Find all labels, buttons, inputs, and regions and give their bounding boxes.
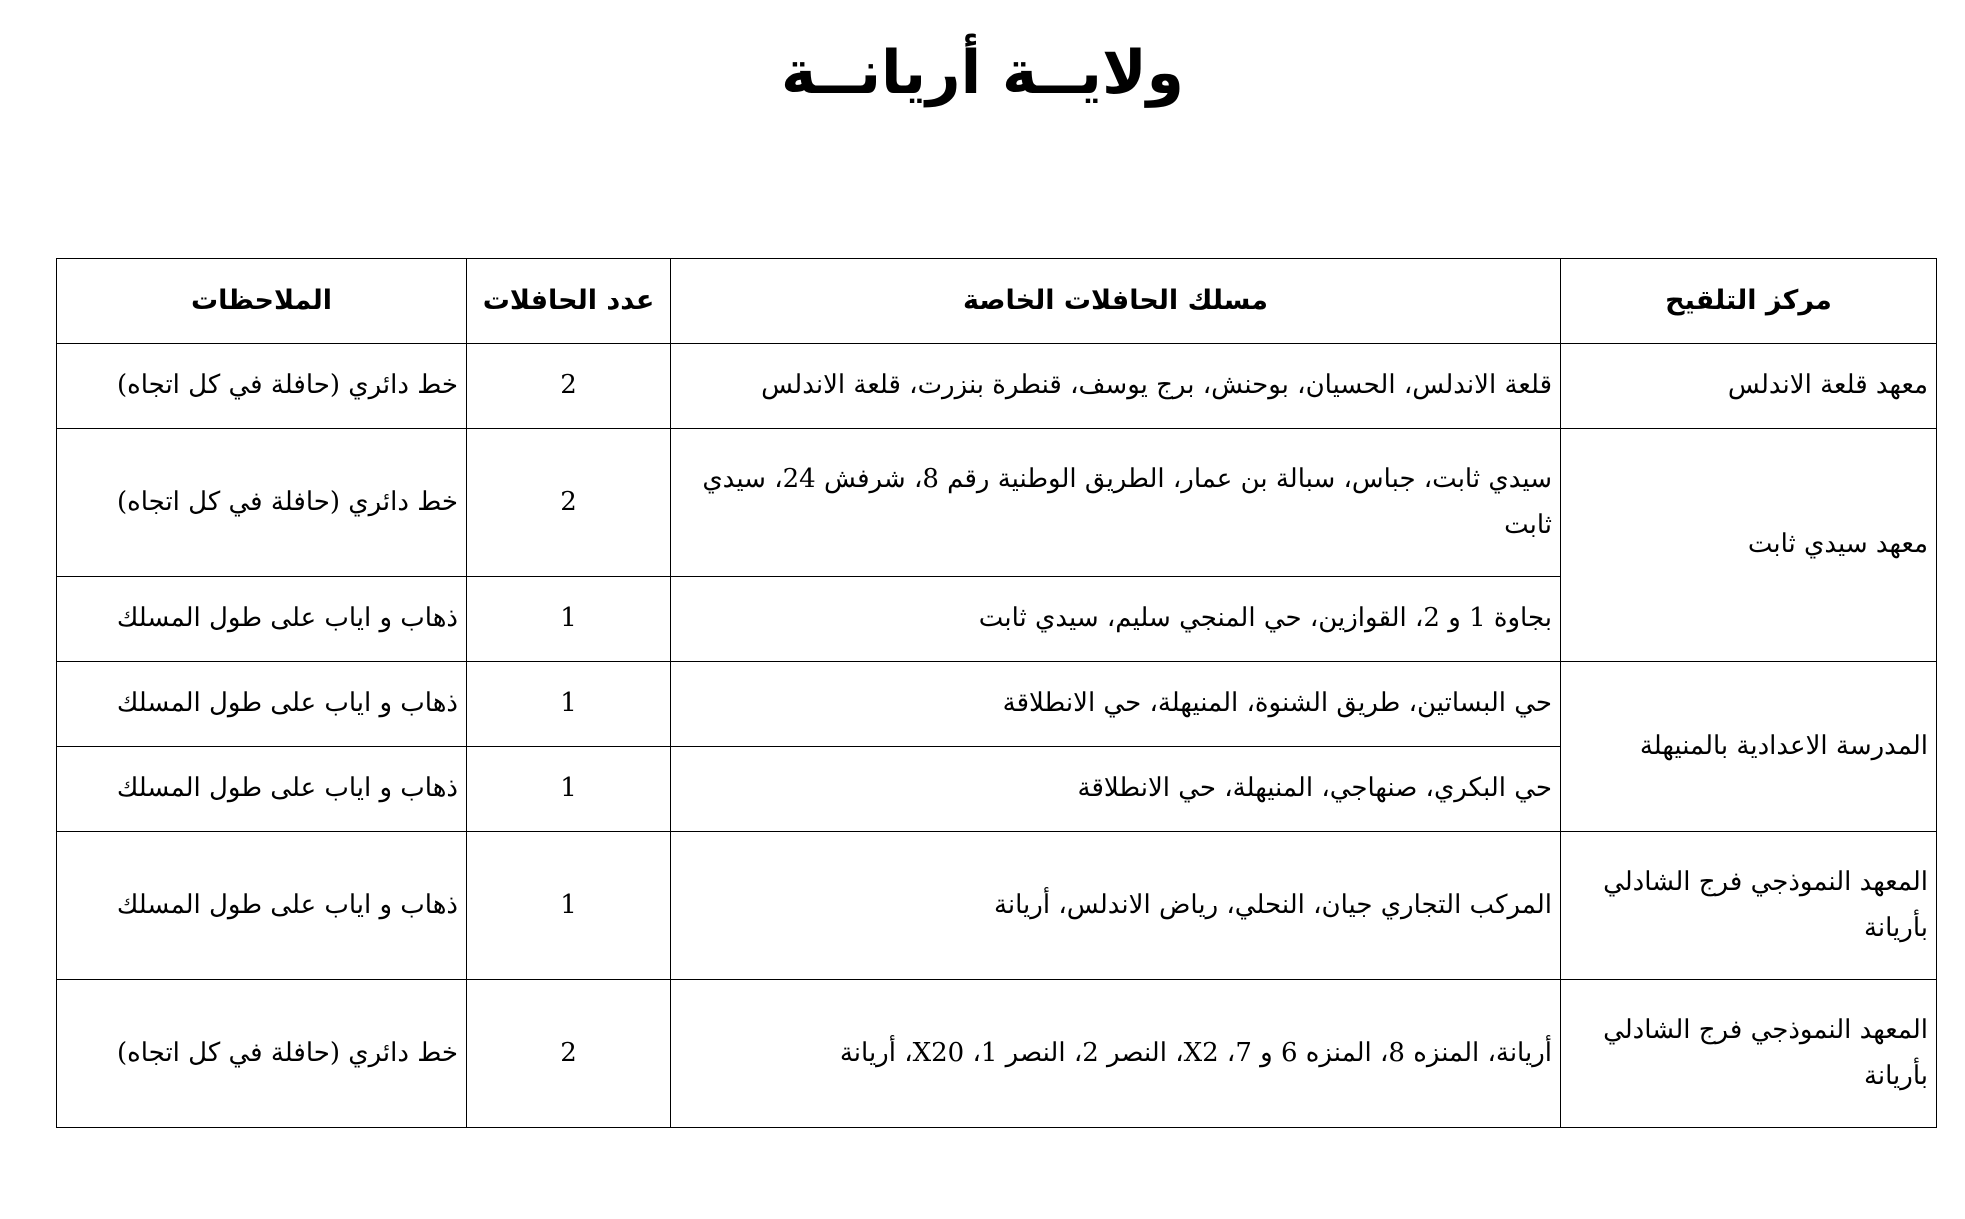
table-row — [57, 662, 1937, 747]
notes-cell: خط دائري (حافلة في كل اتجاه) — [57, 344, 467, 429]
header-count: عدد الحافلات — [467, 259, 671, 344]
notes-cell: ذهاب و اياب على طول المسلك — [57, 832, 467, 980]
bus-routes-table — [56, 258, 1937, 1128]
route-cell: حي البساتين، طريق الشنوة، المنيهلة، حي الانطلاقة — [671, 662, 1561, 747]
notes-cell: ذهاب و اياب على طول المسلك — [57, 662, 467, 747]
route-cell: المركب التجاري جيان، النحلي، رياض الاندلس، أريانة — [671, 832, 1561, 980]
header-center: مركز التلقيح — [1561, 259, 1937, 344]
notes-cell: خط دائري (حافلة في كل اتجاه) — [57, 429, 467, 577]
notes-cell: ذهاب و اياب على طول المسلك — [57, 747, 467, 832]
table-row — [57, 344, 1937, 429]
page-title: ولايــة أريانــة — [781, 38, 1184, 108]
center-cell: معهد قلعة الاندلس — [1561, 344, 1937, 429]
bus-count-cell: 1 — [467, 747, 671, 832]
bus-count-cell: 1 — [467, 832, 671, 980]
header-notes: الملاحظات — [57, 259, 467, 344]
route-cell: سيدي ثابت، جباس، سبالة بن عمار، الطريق الوطنية رقم 8، شرفش 24، سيدي ثابت — [671, 429, 1561, 577]
table-row — [57, 429, 1937, 577]
table-header-row — [57, 259, 1937, 344]
route-cell: بجاوة 1 و 2، القوازين، حي المنجي سليم، سيدي ثابت — [671, 577, 1561, 662]
table-row — [57, 980, 1937, 1128]
header-route: مسلك الحافلات الخاصة — [671, 259, 1561, 344]
bus-count-cell: 2 — [467, 344, 671, 429]
route-cell: قلعة الاندلس، الحسيان، بوحنش، برج يوسف، قنطرة بنزرت، قلعة الاندلس — [671, 344, 1561, 429]
notes-cell: ذهاب و اياب على طول المسلك — [57, 577, 467, 662]
center-cell: المدرسة الاعدادية بالمنيهلة — [1561, 662, 1937, 832]
notes-cell: خط دائري (حافلة في كل اتجاه) — [57, 980, 467, 1128]
route-cell: أريانة، المنزه 8، المنزه 6 و 7، X2، النصر 2، النصر 1، X20، أريانة — [671, 980, 1561, 1128]
center-cell: المعهد النموذجي فرج الشادلي بأريانة — [1561, 832, 1937, 980]
route-cell: حي البكري، صنهاجي، المنيهلة، حي الانطلاقة — [671, 747, 1561, 832]
bus-count-cell: 2 — [467, 980, 671, 1128]
center-cell: المعهد النموذجي فرج الشادلي بأريانة — [1561, 980, 1937, 1128]
table-row — [57, 832, 1937, 980]
bus-count-cell: 1 — [467, 577, 671, 662]
bus-count-cell: 2 — [467, 429, 671, 577]
bus-count-cell: 1 — [467, 662, 671, 747]
center-cell: معهد سيدي ثابت — [1561, 429, 1937, 662]
